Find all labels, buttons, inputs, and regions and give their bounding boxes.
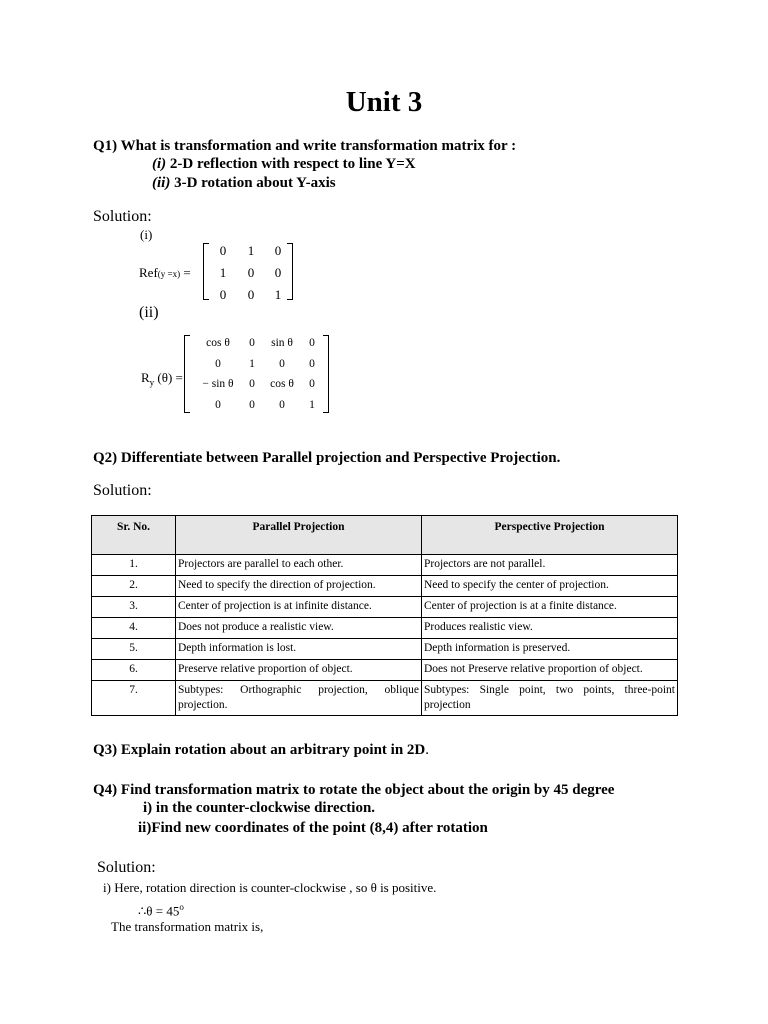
cell-sr-no: 2. xyxy=(92,576,176,597)
cell-parallel: Need to specify the direction of projection. xyxy=(176,576,422,597)
matrix-cell: cos θ xyxy=(206,337,230,349)
q4-part-ii: ii)Find new coordinates of the point (8,4) after rotation xyxy=(138,820,488,836)
projection-comparison-table xyxy=(91,515,678,716)
matrix-cell: 1 xyxy=(247,243,255,258)
page-title: Unit 3 xyxy=(345,86,423,118)
matrix-cell: 0 xyxy=(309,358,315,370)
cell-parallel: Depth information is lost. xyxy=(176,639,422,660)
matrix-cell: 0 xyxy=(215,358,221,370)
cell-perspective: Produces realistic view. xyxy=(422,618,678,639)
cell-sr-no: 4. xyxy=(92,618,176,639)
q4-part-i: i) in the counter-clockwise direction. xyxy=(143,800,376,816)
header-sr-no: Sr. No. xyxy=(92,516,176,555)
matrix-cell: 1 xyxy=(309,399,315,411)
cell-perspective: Center of projection is at a finite distance. xyxy=(422,597,678,618)
q4-solution-label: Solution: xyxy=(97,859,156,876)
rotation-matrix-left-bracket xyxy=(184,335,190,413)
matrix-cell: 0 xyxy=(219,287,227,302)
q4-step-1: i) Here, rotation direction is counter-clockwise , so θ is positive. xyxy=(103,880,437,895)
header-parallel: Parallel Projection xyxy=(176,516,422,555)
q4-question: Q4) Find transformation matrix to rotate the object about the origin by 45 degree xyxy=(93,782,615,798)
cell-parallel: Preserve relative proportion of object. xyxy=(176,660,422,681)
cell-perspective: Need to specify the center of projection. xyxy=(422,576,678,597)
q3-question: Q3) Explain rotation about an arbitrary point in 2D. xyxy=(93,742,430,758)
matrix-cell: 0 xyxy=(219,243,227,258)
cell-sr-no: 5. xyxy=(92,639,176,660)
cell-perspective: Depth information is preserved. xyxy=(422,639,678,660)
table-row xyxy=(92,597,678,618)
matrix-cell: 0 xyxy=(249,378,255,390)
matrix-cell: 0 xyxy=(247,265,255,280)
matrix-cell: 1 xyxy=(274,287,282,302)
table-row xyxy=(92,576,678,597)
reflection-label: Ref(y =x) = xyxy=(139,265,191,280)
matrix-cell: 1 xyxy=(249,358,255,370)
cell-sr-no: 6. xyxy=(92,660,176,681)
q1-solution-part-ii: (ii) xyxy=(139,304,159,321)
matrix-cell: 0 xyxy=(274,243,282,258)
q1-solution-label: Solution: xyxy=(93,208,152,225)
q2-question: Q2) Differentiate between Parallel projection and Perspective Projection. xyxy=(93,450,561,466)
matrix-cell: 0 xyxy=(215,399,221,411)
matrix-cell: 0 xyxy=(279,399,285,411)
cell-sr-no: 7. xyxy=(92,681,176,716)
cell-parallel: Projectors are parallel to each other. xyxy=(176,555,422,576)
matrix-cell: 0 xyxy=(309,337,315,349)
cell-parallel: Does not produce a realistic view. xyxy=(176,618,422,639)
matrix-cell: 0 xyxy=(249,399,255,411)
q1-solution-part-i: (i) xyxy=(140,227,153,242)
cell-sr-no: 1. xyxy=(92,555,176,576)
table-row xyxy=(92,618,678,639)
rotation-label: $R_y$ (θ) = xyxy=(141,370,183,388)
table-row xyxy=(92,639,678,660)
table-row xyxy=(92,555,678,576)
q1-part-i: (i) 2-D reflection with respect to line Y=X xyxy=(152,156,416,172)
table-row xyxy=(92,660,678,681)
q1-part-ii: (ii) 3-D rotation about Y-axis xyxy=(152,175,336,191)
rotation-matrix-right-bracket xyxy=(323,335,329,413)
cell-sr-no: 3. xyxy=(92,597,176,618)
cell-parallel: Center of projection is at infinite distance. xyxy=(176,597,422,618)
q2-solution-label: Solution: xyxy=(93,482,152,499)
reflection-matrix-left-bracket xyxy=(203,243,209,300)
reflection-matrix-right-bracket xyxy=(287,243,293,300)
matrix-cell: 0 xyxy=(274,265,282,280)
matrix-cell: − sin θ xyxy=(202,378,234,390)
matrix-cell: sin θ xyxy=(271,337,293,349)
table-row xyxy=(92,681,678,716)
q4-step-3: The transformation matrix is, xyxy=(111,919,264,934)
matrix-cell: 1 xyxy=(219,265,227,280)
q1-question: Q1) What is transformation and write transformation matrix for : xyxy=(93,138,517,154)
matrix-cell: 0 xyxy=(249,337,255,349)
header-perspective: Perspective Projection xyxy=(422,516,678,555)
matrix-cell: 0 xyxy=(247,287,255,302)
cell-perspective: Subtypes: Single point, two points, three-point projection xyxy=(422,681,678,716)
q4-step-2: ∴θ = $45^o$ xyxy=(138,902,184,919)
matrix-cell: cos θ xyxy=(270,378,294,390)
matrix-cell: 0 xyxy=(309,378,315,390)
cell-perspective: Projectors are not parallel. xyxy=(422,555,678,576)
matrix-cell: 0 xyxy=(279,358,285,370)
table-header-row xyxy=(92,516,678,555)
cell-perspective: Does not Preserve relative proportion of object. xyxy=(422,660,678,681)
cell-parallel: Subtypes: Orthographic projection, oblique projection. xyxy=(176,681,422,716)
